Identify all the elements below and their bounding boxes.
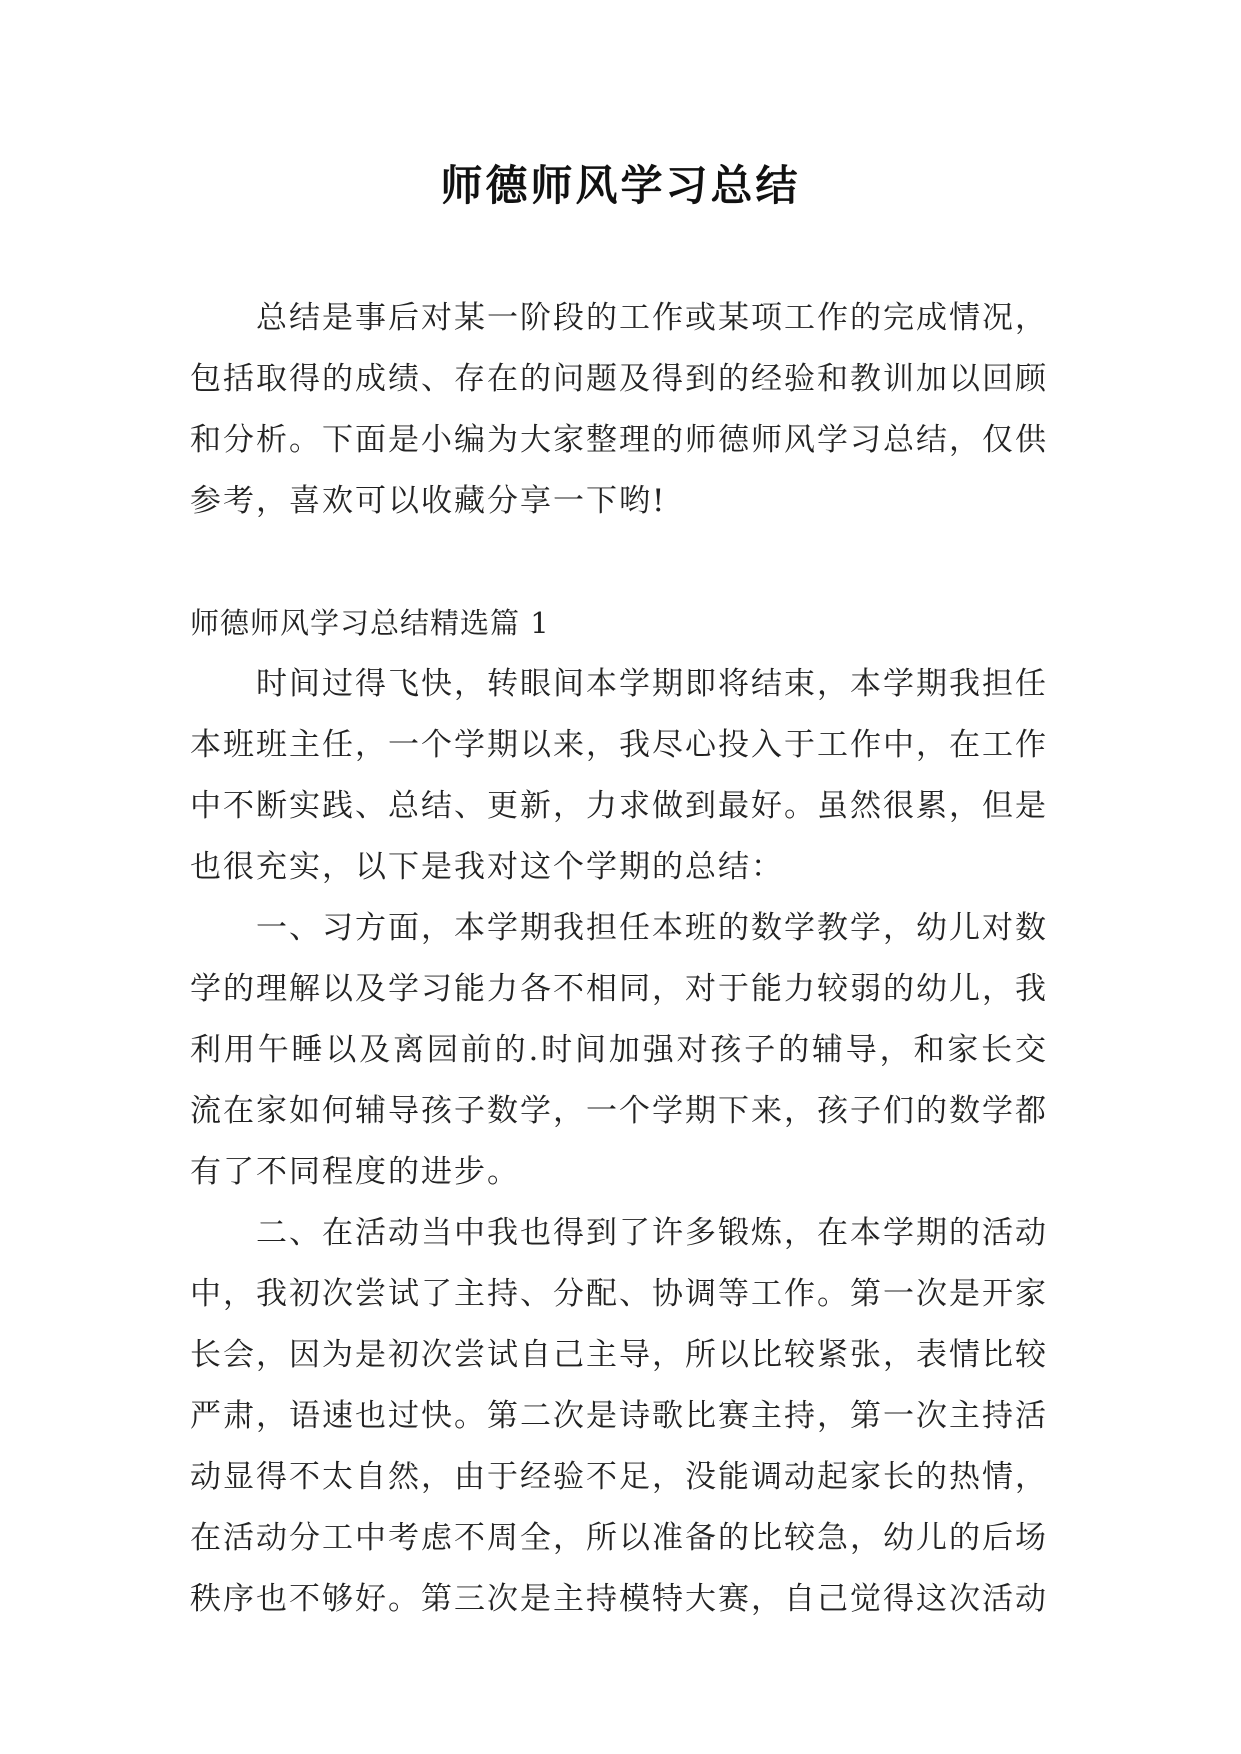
- body-paragraph: 时间过得飞快，转眼间本学期即将结束，本学期我担任本班班主任，一个学期以来，我尽心投入于工作中，在工作中不断实践、总结、更新，力求做到最好。虽然很累，但是也很充实，以下是我对这个学期的总结：: [190, 666, 1048, 885]
- section-heading: 师德师风学习总结精选篇 1: [190, 606, 550, 640]
- document-body: [190, 288, 1048, 1630]
- document-title: 师德师风学习总结: [440, 161, 801, 210]
- body-paragraph: 二、在活动当中我也得到了许多锻炼，在本学期的活动中，我初次尝试了主持、分配、协调等工作。第一次是开家长会，因为是初次尝试自己主导，所以比较紧张，表情比较严肃，语速也过快。第二次是诗歌比赛主持，第一次主持活动显得不太自然，由于经验不足，没能调动起家长的热情，在活动分工中考虑不周全，所以准备的比较急，幼儿的后场秩序也不够好。第三次是主持模特大赛，自己觉得这次活动: [190, 1215, 1048, 1617]
- intro-paragraph: 总结是事后对某一阶段的工作或某项工作的完成情况，包括取得的成绩、存在的问题及得到的经验和教训加以回顾和分析。下面是小编为大家整理的师德师风学习总结，仅供参考，喜欢可以收藏分享一下哟!: [190, 300, 1048, 519]
- body-paragraph: 一、习方面，本学期我担任本班的数学教学，幼儿对数学的理解以及学习能力各不相同，对于能力较弱的幼儿，我利用午睡以及离园前的.时间加强对孩子的辅导，和家长交流在家如何辅导孩子数学，一个学期下来，孩子们的数学都有了不同程度的进步。: [190, 910, 1048, 1190]
